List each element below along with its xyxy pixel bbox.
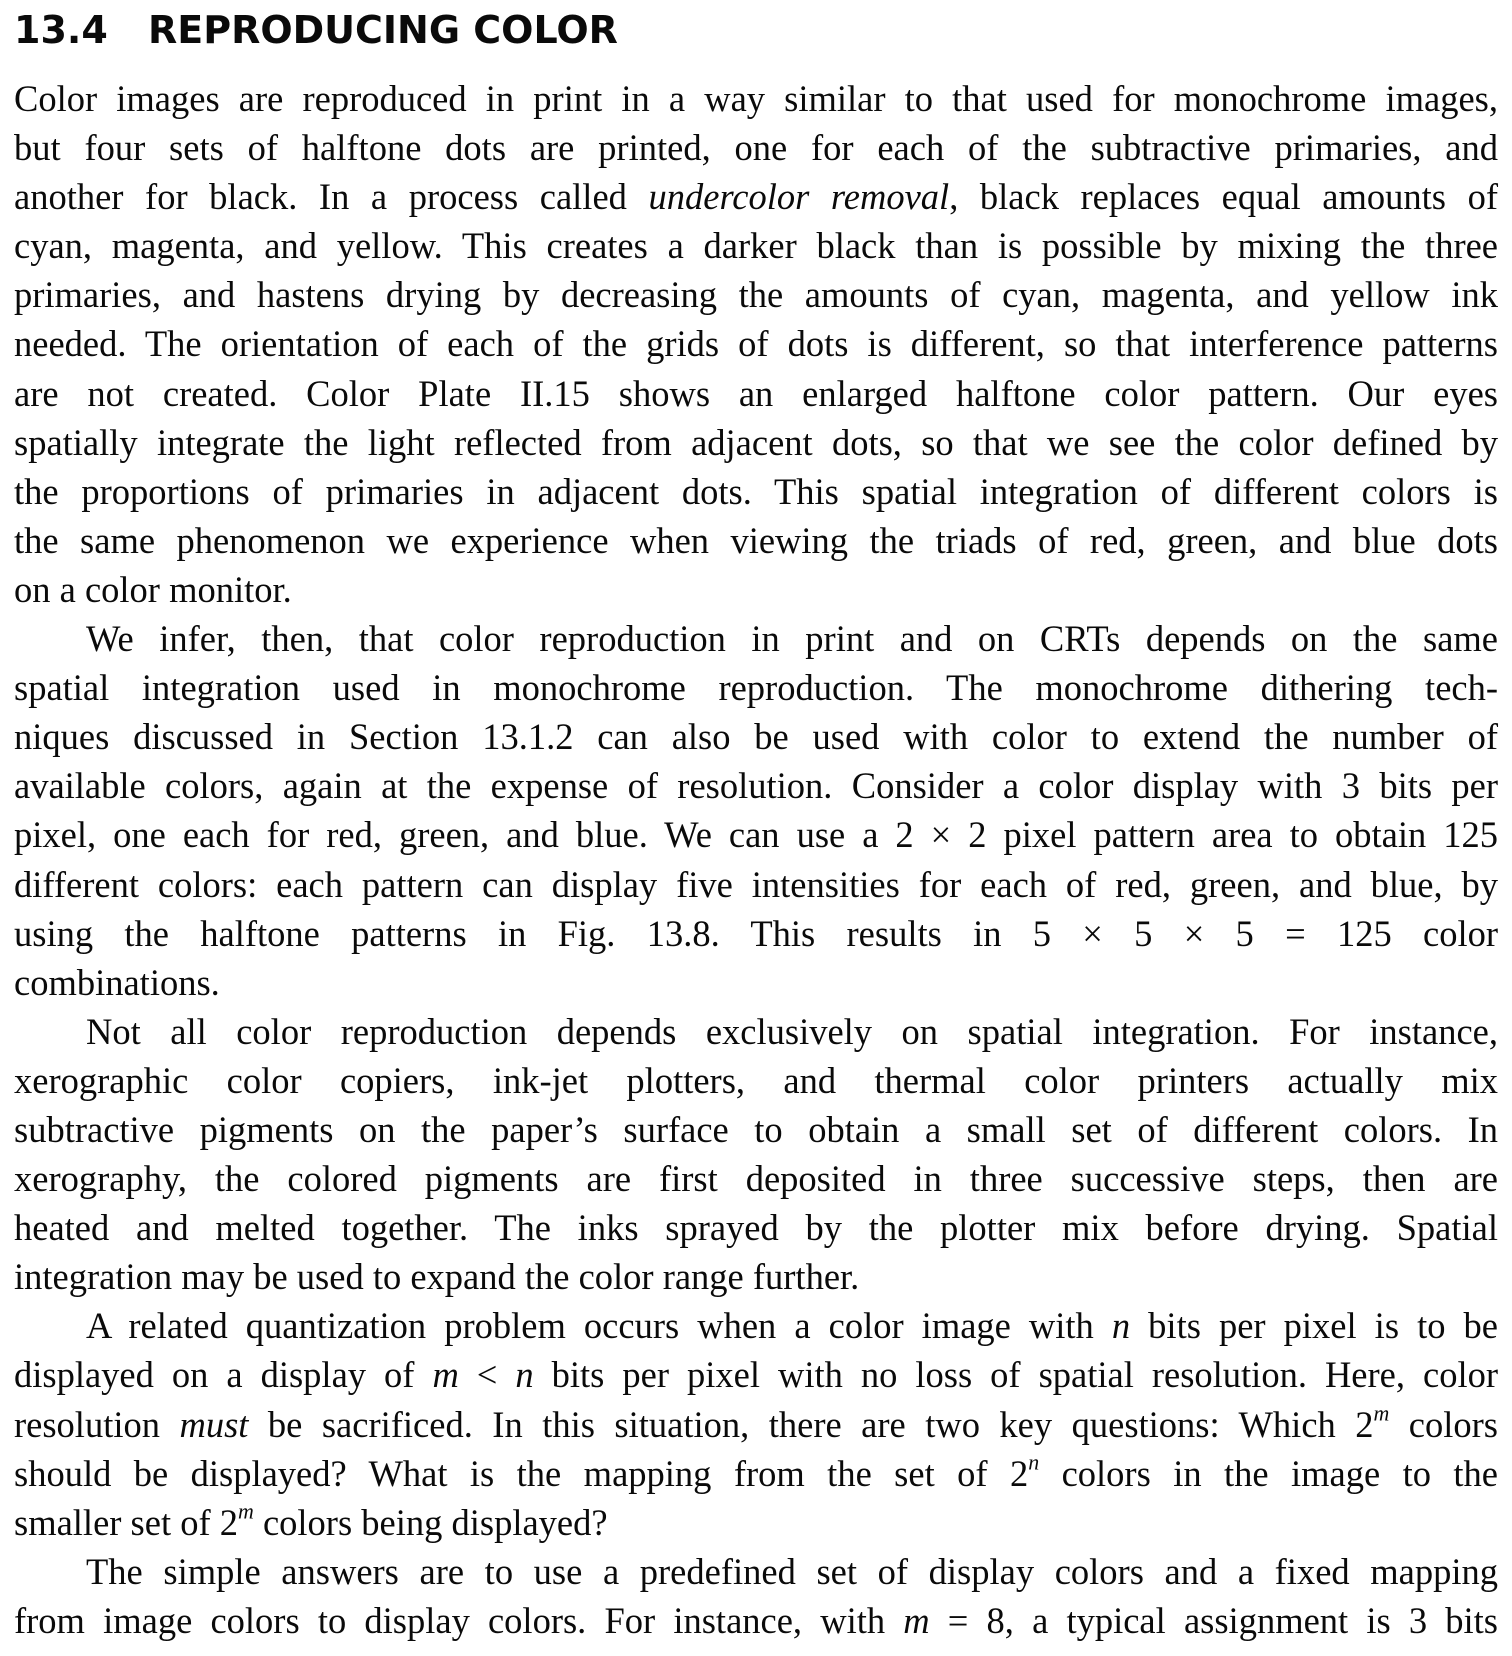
text-line: spatial integration used in monochrome reproduction. The monochrome dithering tech- (14, 667, 1498, 709)
text-line: niques discussed in Section 13.1.2 can also be used with color to extend the number of (14, 716, 1498, 758)
text-line: A related quantization problem occurs when a color image with n bits per pixel is to be (86, 1305, 1498, 1347)
text-line: spatially integrate the light reflected from adjacent dots, so that we see the color defined by (14, 421, 1498, 463)
text-line: Not all color reproduction depends exclusively on spatial integration. For instance, (86, 1010, 1498, 1052)
text-line: available colors, again at the expense of resolution. Consider a color display with 3 bits per (14, 765, 1498, 807)
paragraph (14, 1301, 1498, 1546)
italic-term: must (179, 1403, 249, 1445)
text-line: using the halftone patterns in Fig. 13.8. This results in 5 × 5 × 5 = 125 color (14, 912, 1498, 954)
paragraph (14, 1547, 1498, 1645)
text-line: resolution must be sacrificed. In this situation, there are two key questions: Which 2$^m$ colors (14, 1400, 1498, 1445)
superscript: m (1373, 1400, 1390, 1426)
italic-term: m (432, 1354, 459, 1396)
text-line: are not created. Color Plate II.15 shows an enlarged halftone color pattern. Our eyes (14, 372, 1498, 414)
book-page (14, 0, 1498, 1645)
text-line: integration may be used to expand the color range further. (14, 1256, 860, 1298)
text-line: on a color monitor. (14, 568, 292, 610)
text-line: displayed on a display of m < n bits per pixel with no loss of spatial resolution. Here, color (14, 1354, 1498, 1396)
italic-term: undercolor removal (648, 176, 950, 218)
text-line: smaller set of 2$^m$ colors being displayed? (14, 1498, 608, 1543)
paragraph (14, 74, 1498, 614)
paragraph (14, 614, 1498, 1007)
text-line: We infer, then, that color reproduction in print and on CRTs depends on the same (86, 618, 1498, 660)
italic-term: n (515, 1354, 534, 1396)
body-text (14, 74, 1498, 1645)
text-line: combinations. (14, 961, 220, 1003)
text-line: pixel, one each for red, green, and blue. We can use a 2 × 2 pixel pattern area to obtain 125 (14, 814, 1498, 856)
text-line: should be displayed? What is the mapping from the set of 2$^n$ colors in the image to the (14, 1449, 1498, 1494)
text-line: the proportions of primaries in adjacent dots. This spatial integration of different colors is (14, 470, 1498, 512)
text-line: another for black. In a process called undercolor removal, black replaces equal amounts of (14, 176, 1498, 218)
text-line: but four sets of halftone dots are printed, one for each of the subtractive primaries, and (14, 127, 1498, 169)
section-number: 13.4 (14, 8, 108, 52)
superscript: n (1028, 1449, 1040, 1475)
text-line: xerography, the colored pigments are first deposited in three successive steps, then are (14, 1158, 1498, 1200)
section-title: REPRODUCING COLOR (148, 8, 618, 52)
superscript: m (238, 1498, 254, 1524)
text-line: different colors: each pattern can display five intensities for each of red, green, and blue, by (14, 863, 1498, 905)
italic-term: n (1111, 1305, 1131, 1347)
text-line: heated and melted together. The inks sprayed by the plotter mix before drying. Spatial (14, 1207, 1498, 1249)
text-line: primaries, and hastens drying by decreasing the amounts of cyan, magenta, and yellow ink (14, 274, 1498, 316)
text-line: from image colors to display colors. For instance, with m = 8, a typical assignment is 3 bits (14, 1599, 1498, 1641)
italic-term: m (903, 1599, 930, 1641)
text-line: the same phenomenon we experience when viewing the triads of red, green, and blue dots (14, 519, 1498, 561)
text-line: subtractive pigments on the paper’s surface to obtain a small set of different colors. In (14, 1108, 1498, 1150)
text-line: xerographic color copiers, ink-jet plotters, and thermal color printers actually mix (14, 1059, 1498, 1101)
text-line: needed. The orientation of each of the grids of dots is different, so that interference patterns (14, 323, 1498, 365)
text-line: Color images are reproduced in print in a way similar to that used for monochrome images, (14, 78, 1498, 119)
section-heading (14, 0, 1498, 60)
paragraph (14, 1007, 1498, 1302)
text-line: The simple answers are to use a predefined set of display colors and a fixed mapping (86, 1550, 1498, 1592)
text-line: cyan, magenta, and yellow. This creates a darker black than is possible by mixing the three (14, 225, 1498, 267)
